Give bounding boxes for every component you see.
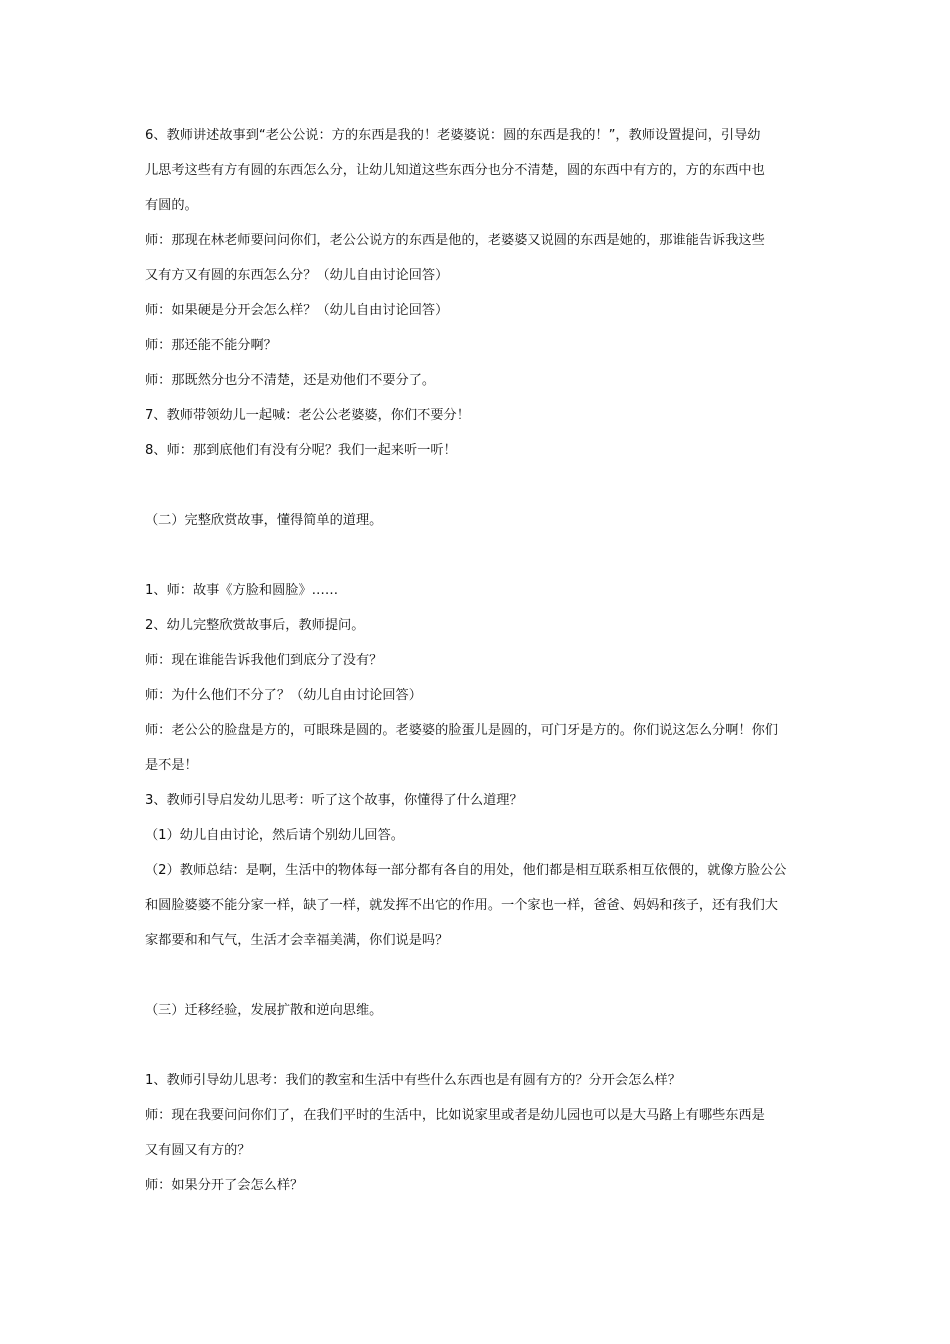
- paragraph-line: 师：为什么他们不分了？（幼儿自由讨论回答）: [145, 688, 422, 703]
- paragraph-line: 1、教师引导幼儿思考：我们的教室和生活中有些什么东西也是有圆有方的？分开会怎么样？: [145, 1073, 681, 1088]
- document-page: [145, 122, 810, 1207]
- paragraph-line: 3、教师引导启发幼儿思考：听了这个故事，你懂得了什么道理？: [145, 793, 523, 808]
- paragraph-line: 8、师：那到底他们有没有分呢？我们一起来听一听！: [145, 443, 457, 458]
- paragraph-line: 是不是！: [145, 758, 198, 773]
- paragraph-line: 和圆脸婆婆不能分家一样，缺了一样，就发挥不出它的作用。一个家也一样，爸爸、妈妈和孩子，还有我们大: [145, 898, 778, 913]
- paragraph-line: 家都要和和气气，生活才会幸福美满，你们说是吗？: [145, 933, 449, 948]
- blank-line: [145, 472, 810, 507]
- paragraph-line: （1）幼儿自由讨论，然后请个别幼儿回答。: [145, 828, 404, 843]
- paragraph-line: 儿思考这些有方有圆的东西怎么分，让幼儿知道这些东西分也分不清楚，圆的东西中有方的，方的东西中也: [145, 163, 765, 178]
- paragraph-line: 师：老公公的脸盘是方的，可眼珠是圆的。老婆婆的脸蛋儿是圆的，可门牙是方的。你们说这怎么分啊！你们: [145, 723, 778, 738]
- paragraph-line: （2）教师总结：是啊，生活中的物体每一部分都有各自的用处，他们都是相互联系相互依偎的，就像方脸公公: [145, 863, 787, 878]
- paragraph-line: 1、师：故事《方脸和圆脸》……: [145, 583, 339, 598]
- paragraph-line: 2、幼儿完整欣赏故事后，教师提问。: [145, 618, 365, 633]
- paragraph-line: 6、教师讲述故事到“老公公说：方的东西是我的！老婆婆说：圆的东西是我的！”，教师设置提问，引导幼: [145, 128, 761, 143]
- paragraph-line: 又有方又有圆的东西怎么分？（幼儿自由讨论回答）: [145, 268, 449, 283]
- paragraph-line: 师：如果分开了会怎么样？: [145, 1178, 304, 1193]
- section-heading: （二）完整欣赏故事，懂得简单的道理。: [145, 513, 383, 528]
- paragraph-line: 师：如果硬是分开会怎么样？（幼儿自由讨论回答）: [145, 303, 449, 318]
- paragraph-line: 师：现在谁能告诉我他们到底分了没有？: [145, 653, 383, 668]
- blank-line: [145, 542, 810, 577]
- paragraph-line: 7、教师带领幼儿一起喊：老公公老婆婆，你们不要分！: [145, 408, 470, 423]
- paragraph-line: 师：现在我要问问你们了，在我们平时的生活中，比如说家里或者是幼儿园也可以是大马路上有哪些东西是: [145, 1108, 765, 1123]
- paragraph-line: 又有圆又有方的？: [145, 1143, 251, 1158]
- blank-line: [145, 1032, 810, 1067]
- paragraph-line: 师：那还能不能分啊？: [145, 338, 277, 353]
- section-heading: （三）迁移经验，发展扩散和逆向思维。: [145, 1003, 383, 1018]
- paragraph-line: 师：那既然分也分不清楚，还是劝他们不要分了。: [145, 373, 436, 388]
- paragraph-line: 师：那现在林老师要问问你们，老公公说方的东西是他的，老婆婆又说圆的东西是她的，那谁能告诉我这些: [145, 233, 765, 248]
- blank-line: [145, 962, 810, 997]
- paragraph-line: 有圆的。: [145, 198, 198, 213]
